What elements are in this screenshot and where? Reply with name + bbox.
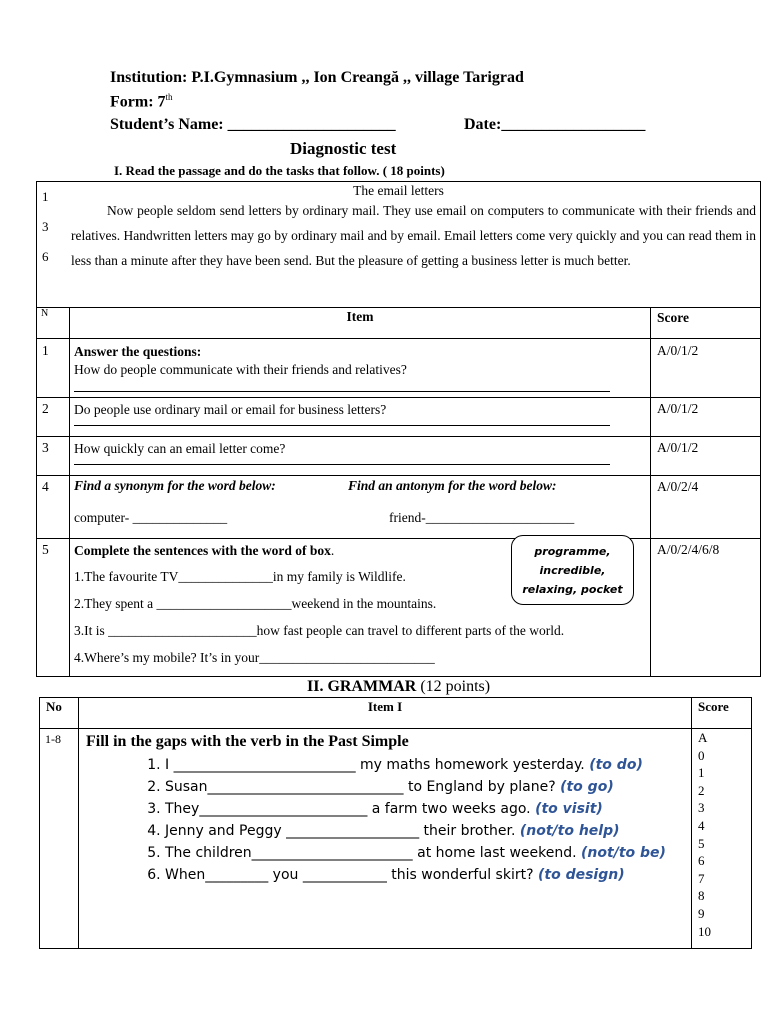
row-score: A/0/1/2 [651, 437, 761, 476]
gap-item-1[interactable] [165, 754, 691, 776]
col-item-header: Item I [79, 698, 692, 729]
question-row-3 [37, 437, 761, 476]
score-value: 4 [698, 817, 705, 833]
sentence-3: 3.It is ______________________how fast people can travel to different parts of the world. [74, 623, 565, 638]
gap-item-2[interactable] [165, 776, 691, 798]
score-value: 1 [698, 765, 705, 781]
institution-line: Institution: P.I.Gymnasium ,, Ion Creangă ,, village Tarigrad [110, 69, 524, 86]
form-line: Form: 7th [110, 92, 173, 111]
question-row-2 [37, 398, 761, 437]
col-n-header: N [37, 308, 70, 339]
answer-questions-heading: Answer the questions: [74, 344, 202, 359]
grammar-score-column [692, 729, 752, 949]
question-row-5 [37, 539, 761, 677]
passage-title: The email letters [353, 183, 444, 198]
word-box [511, 535, 634, 605]
row-score: A/0/1/2 [651, 398, 761, 437]
gap-text: Jenny and Peggy ___________________ their brother. [165, 823, 520, 839]
sentence-1: 1.The favourite TV______________in my family is Wildlife. [74, 569, 406, 584]
passage-row [37, 182, 761, 308]
passage-text: Now people seldom send letters by ordinary mail. They use email on computers to communicate with their friends and relatives. Handwritten letters may go by ordinary mail and by email. Email letters come very quickly and you can read them in less than a minute after they have been send. But the pleasure of getting a business letter is much better. [71, 203, 756, 268]
row-n: 5 [37, 539, 70, 677]
passage-row-numbers [42, 182, 49, 272]
verb-hint: (to do) [589, 757, 643, 773]
sentence-4: 4.Where’s my mobile? It’s in your__________________________ [74, 650, 435, 665]
gap-text: They________________________ a farm two weeks ago. [165, 801, 536, 817]
question-row-4 [37, 476, 761, 539]
row-n: 3 [37, 437, 70, 476]
col-score-header: Score [692, 698, 752, 729]
gap-item-4[interactable] [165, 820, 691, 842]
grammar-title-bold: II. GRAMMAR [307, 678, 417, 695]
antonym-heading: Find an antonym for the word below: [348, 478, 557, 493]
date-line: Date:__________________ [464, 116, 646, 133]
col-no-header: No [40, 698, 79, 729]
question-row-1 [37, 339, 761, 398]
gap-text: The children_______________________ at home last weekend. [165, 845, 582, 861]
score-value: 3 [698, 800, 705, 816]
col-score-header: Score [651, 308, 761, 339]
score-value: A [698, 730, 708, 745]
row-score: A/0/1/2 [651, 339, 761, 398]
row-n: 2 [37, 398, 70, 437]
question-text: Do people use ordinary mail or email for business letters? [74, 402, 387, 417]
verb-hint: (not/to be) [581, 845, 666, 861]
grammar-table [39, 697, 752, 949]
antonym-answer[interactable]: friend-______________________ [389, 510, 575, 525]
heading-dot: . [330, 543, 335, 558]
score-value: 9 [698, 905, 705, 921]
verb-hint: (to go) [560, 779, 614, 795]
gap-text: Susan____________________________ to England by plane? [165, 779, 561, 795]
row-score: A/0/2/4/6/8 [651, 539, 761, 677]
answer-line[interactable] [74, 419, 610, 426]
gap-item-5[interactable] [165, 842, 691, 864]
section1-header-row [37, 308, 761, 339]
row-number: 6 [42, 249, 49, 264]
sentence-2: 2.They spent a ____________________weekend in the mountains. [74, 596, 437, 611]
verb-hint: (to visit) [535, 801, 603, 817]
score-value: 8 [698, 888, 705, 904]
section1-table [36, 181, 761, 677]
question-text: How do people communicate with their friends and relatives? [74, 362, 407, 377]
grammar-range: 1-8 [40, 729, 79, 949]
score-value: 2 [698, 782, 705, 798]
row-n: 1 [37, 339, 70, 398]
row-score: A/0/2/4 [651, 476, 761, 539]
student-name-line: Student’s Name: _____________________ [110, 116, 396, 133]
col-item-header: Item [70, 308, 651, 339]
past-simple-list [79, 754, 691, 886]
word-box-item: relaxing, pocket [522, 583, 623, 596]
page-title: Diagnostic test [290, 139, 397, 158]
gap-text: I __________________________ my maths homework yesterday. [165, 757, 590, 773]
row-number: 1 [42, 189, 49, 204]
score-value: 10 [698, 923, 711, 939]
grammar-instruction: Fill in the gaps with the verb in the Past Simple [86, 733, 409, 750]
grammar-title-points: (12 points) [416, 678, 491, 695]
score-value: 0 [698, 747, 705, 763]
answer-line[interactable] [74, 379, 610, 392]
row-n: 4 [37, 476, 70, 539]
gap-item-6[interactable] [165, 864, 691, 886]
grammar-header-row [40, 698, 752, 729]
score-value: 6 [698, 853, 705, 869]
question-text: How quickly can an email letter come? [74, 441, 286, 456]
score-value: 5 [698, 835, 705, 851]
verb-hint: (to design) [537, 867, 625, 883]
grammar-row [40, 729, 752, 949]
complete-sentences-heading: Complete the sentences with the word of box [74, 543, 331, 558]
answer-line[interactable] [74, 458, 610, 465]
word-box-item: incredible, [539, 564, 606, 577]
gap-text: When_________ you ____________ this wonderful skirt? [165, 867, 538, 883]
score-value: 7 [698, 870, 705, 886]
synonym-answer[interactable]: computer- ______________ [74, 510, 228, 525]
verb-hint: (not/to help) [519, 823, 620, 839]
grammar-title [307, 678, 490, 696]
row-number: 3 [42, 219, 49, 234]
word-box-item: programme, [534, 545, 611, 558]
gap-item-3[interactable] [165, 798, 691, 820]
section1-instruction: I. Read the passage and do the tasks that follow. ( 18 points) [114, 163, 445, 178]
synonym-heading: Find a synonym for the word below: [74, 478, 276, 493]
